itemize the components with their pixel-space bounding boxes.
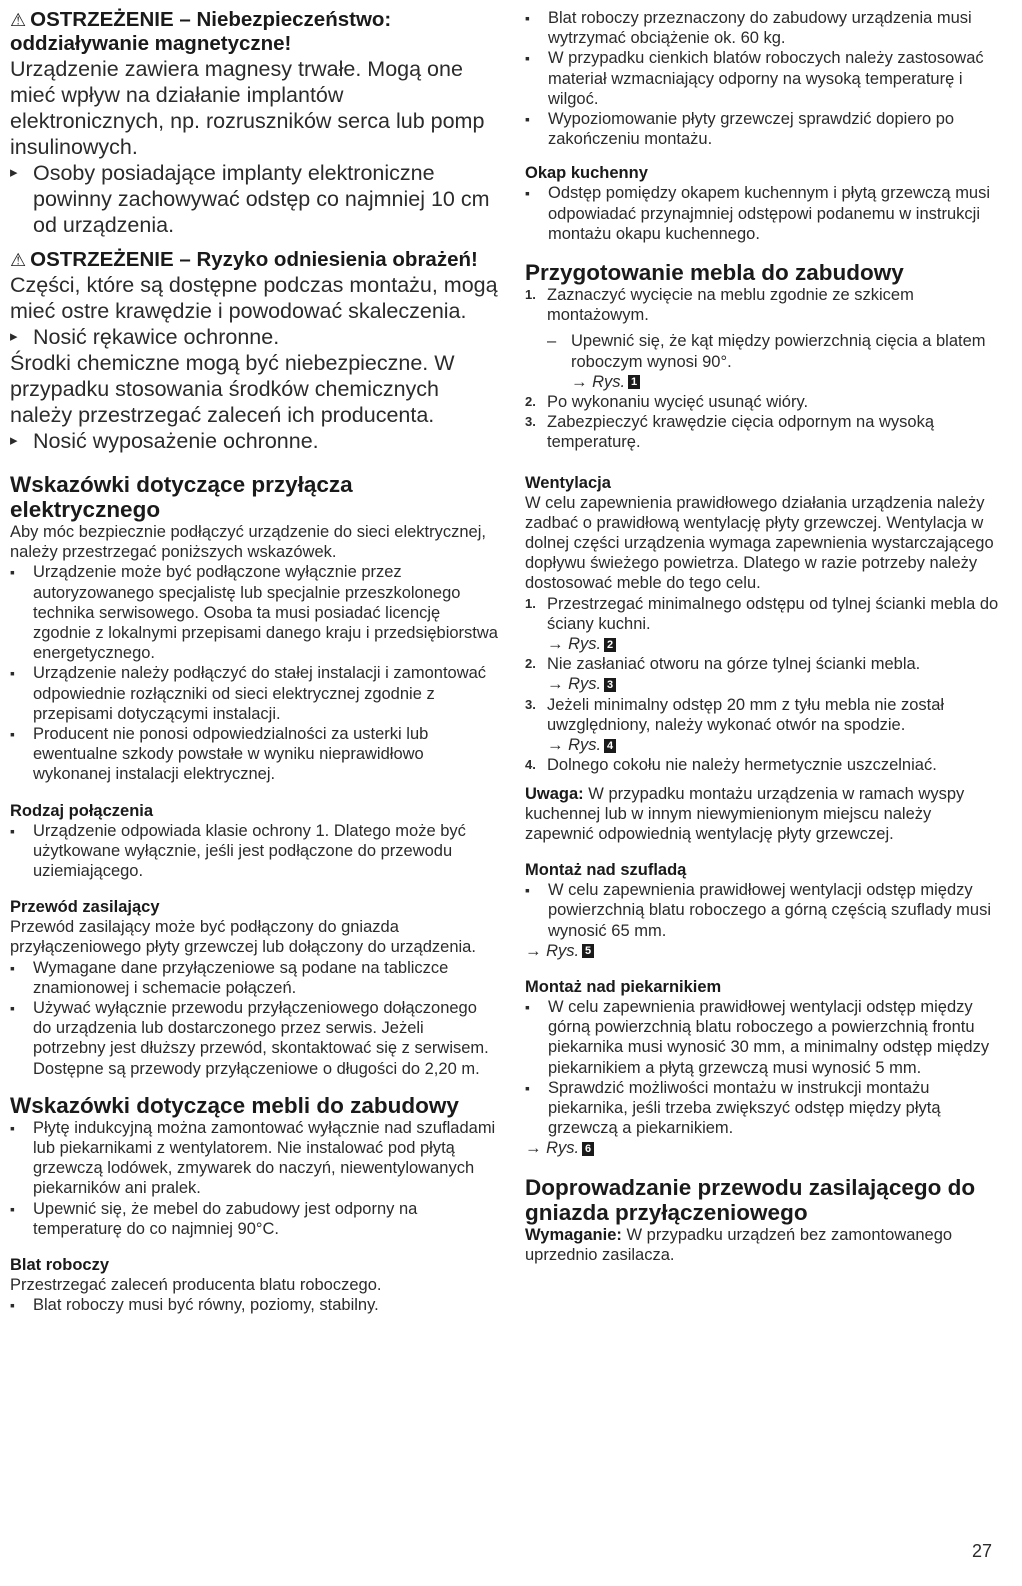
warning-injury-action-equipment: ▸ Nosić wyposażenie ochronne. xyxy=(10,428,498,454)
figure-number-badge: 5 xyxy=(582,944,594,958)
figure-reference: → Rys. 4 xyxy=(525,735,1003,755)
heading-over-drawer: Montaż nad szufladą xyxy=(525,861,687,880)
heading-power-cable: Przewód zasilający xyxy=(10,898,160,917)
warning-magnetic-text: Urządzenie zawiera magnesy trwałe. Mogą one mieć wpływ na działanie implantów elektronicznych, np. rozruszników serca lub pomp insulinowych. xyxy=(10,57,485,159)
figure-reference: → Rys. 2 xyxy=(525,634,1003,654)
vent-step-3: 3. Jeżeli minimalny odstęp 20 mm z tyłu mebla nie został uwzględniony, należy wykonać otwór na spodzie. xyxy=(525,695,945,734)
heading-ventilation: Wentylacja xyxy=(525,473,611,492)
warning-magnetic-action: ▸ Osoby posiadające implanty elektroniczne powinny zachowywać odstęp co najmniej 10 cm od urządzenia. xyxy=(10,160,498,238)
heading-furniture: Wskazówki dotyczące mebli do zabudowy xyxy=(10,1092,459,1118)
list-item: ▪ Płytę indukcyjną można zamontować wyłącznie nad szufladami lub piekarnikami z wentylatorem. Nie instalować pod płytą grzewczą lodówek, zmywarek do naczyń, niewentylowanych piekarników ani pralek. xyxy=(10,1118,498,1199)
right-column xyxy=(525,8,1003,1265)
vent-step-4: 4. Dolnego cokołu nie należy hermetycznie uszczelniać. xyxy=(525,756,937,775)
worktop-intro: Przestrzegać zaleceń producenta blatu roboczego. xyxy=(10,1276,382,1295)
list-item: ▪ W celu zapewnienia prawidłowej wentylacji odstęp między powierzchnią blatu roboczego a górną częścią szuflady musi wynosić 65 mm. xyxy=(525,880,1003,941)
list-item: ▪ Używać wyłącznie przewodu przyłączeniowego dołączonego do urządzenia lub dostarczonego przez serwis. Jeżeli potrzebny jest dłuższy przewód, skontaktować się z serwisem. Dostępne są przewody przyłączeniowe o długości do 2,20 m. xyxy=(10,998,498,1079)
figure-reference: → Rys. 1 xyxy=(525,372,1003,392)
list-item: ▪ W celu zapewnienia prawidłowej wentylacji odstęp między górną powierzchnią blatu roboczego a powierzchnią frontu piekarnika musi wynosić 30 mm, a minimalny odstęp między piekarnikiem a płytą grzewczą musi wynosić 5 mm. xyxy=(525,997,1003,1078)
note: Uwaga: W przypadku montażu urządzenia w ramach wyspy kuchennej lub w innym niewymienionym miejscu należy zapewnić odpowiednią wentylację płyty grzewczej. xyxy=(525,784,965,843)
heading-connection-type: Rodzaj połączenia xyxy=(10,801,154,820)
list-item: ▪ Odstęp pomiędzy okapem kuchennym i płytą grzewczą musi odpowiadać przynajmniej odstępowi podanemu w instrukcji montażu okapu kuchennego. xyxy=(525,183,1003,244)
figure-reference: → Rys. 6 xyxy=(525,1138,1003,1158)
ventilation-intro: W celu zapewnienia prawidłowego działania urządzenia należy zadbać o prawidłową wentylację płyty grzewczej. Wentylacja w dolnej części urządzenia wymaga zapewnienia wystarczającego dopływu świeżego powietrza. Dlatego w razie potrzeby należy dostosować meble do tego celu. xyxy=(525,493,994,593)
figure-number-badge: 3 xyxy=(604,678,616,692)
step-2: 2. Po wykonaniu wycięć usunąć wióry. xyxy=(525,393,809,412)
list-item: ▪ Urządzenie należy podłączyć do stałej instalacji i zamontować odpowiednie rozłączniki od sieci elektrycznej zgodnie z przepisami dotyczącymi instalacji. xyxy=(10,663,498,724)
figure-number-badge: 1 xyxy=(628,375,640,389)
heading-worktop: Blat roboczy xyxy=(10,1256,110,1275)
list-item: ▪ Wymagane dane przyłączeniowe są podane na tabliczce znamionowej i schemacie połączeń. xyxy=(10,958,498,998)
power-cable-intro: Przewód zasilający może być podłączony do gniazda przyłączeniowego płyty grzewczej lub dołączony do urządzenia. xyxy=(10,918,476,957)
heading-prepare-furniture: Przygotowanie mebla do zabudowy xyxy=(525,260,904,286)
warning-injury-text: Części, które są dostępne podczas montażu, mogą mieć ostre krawędzie i powodować skaleczenia. xyxy=(10,273,498,323)
vent-step-2: 2. Nie zasłaniać otworu na górze tylnej ścianki mebla. xyxy=(525,655,921,674)
step-3: 3. Zabezpieczyć krawędzie cięcia odpornym na wysoką temperaturę. xyxy=(525,413,935,452)
electrical-intro: Aby móc bezpiecznie podłączyć urządzenie do sieci elektrycznej, należy przestrzegać poniższych wskazówek. xyxy=(10,523,486,562)
list-item: ▪ Urządzenie może być podłączone wyłącznie przez autoryzowanego specjalistę lub specjalnie przeszkolonego technika serwisowego. Osoba ta musi posiadać licencję zgodnie z lokalnymi przepisami danego kraju i przedsiębiorstwa energetycznego. xyxy=(10,562,498,663)
heading-electrical: Wskazówki dotyczące przyłącza elektrycznego xyxy=(10,472,353,522)
heading-over-oven: Montaż nad piekarnikiem xyxy=(525,977,722,996)
list-item: ▪ Upewnić się, że mebel do zabudowy jest odporny na temperaturę do co najmniej 90°C. xyxy=(10,1199,498,1239)
warning-triangle-icon: ⚠ xyxy=(10,250,27,270)
figure-number-badge: 4 xyxy=(604,739,616,753)
warning-magnetic-title: ⚠ OSTRZEŻENIE – Niebezpieczeństwo: oddziaływanie magnetyczne! xyxy=(10,8,392,55)
figure-reference: → Rys. 5 xyxy=(525,941,1003,961)
step-1-substep: – Upewnić się, że kąt między powierzchnią cięcia a blatem roboczym wynosi 90°. xyxy=(525,331,1003,371)
figure-number-badge: 2 xyxy=(604,638,616,652)
left-column xyxy=(10,8,498,1316)
page-number: 27 xyxy=(971,1541,992,1561)
warning-chemicals-text: Środki chemiczne mogą być niebezpieczne. W przypadku stosowania środków chemicznych należy przestrzegać zaleceń ich producenta. xyxy=(10,351,455,427)
figure-reference: → Rys. 3 xyxy=(525,674,1003,694)
list-item: ▪ Blat roboczy przeznaczony do zabudowy urządzenia musi wytrzymać obciążenie ok. 60 kg. xyxy=(525,8,1003,48)
list-item: ▪ W przypadku cienkich blatów roboczych należy zastosować materiał wzmacniający odporny na wysoką temperaturę i wilgoć. xyxy=(525,48,1003,109)
list-item: ▪ Wypoziomowanie płyty grzewczej sprawdzić dopiero po zakończeniu montażu. xyxy=(525,109,1003,149)
list-item: ▪ Producent nie ponosi odpowiedzialności za usterki lub ewentualne szkody powstałe w wyniku nieprawidłowo wykonanej instalacji elektrycznej. xyxy=(10,724,498,785)
heading-power-cable-to-socket: Doprowadzanie przewodu zasilającego do gniazda przyłączeniowego xyxy=(525,1174,976,1225)
warning-injury-title: ⚠ OSTRZEŻENIE – Ryzyko odniesienia obrażeń! xyxy=(10,248,478,271)
list-item: ▪ Urządzenie odpowiada klasie ochrony 1. Dlatego może być użytkowane wyłącznie, jeśli jest podłączone do przewodu uziemiającego. xyxy=(10,821,498,882)
list-item: ▪ Sprawdzić możliwości montażu w instrukcji montażu piekarnika, jeśli trzeba zwiększyć odstęp między płytą grzewczą a piekarnikiem. xyxy=(525,1078,1003,1139)
warning-injury-action-gloves: ▸ Nosić rękawice ochronne. xyxy=(10,324,498,350)
vent-step-1: 1. Przestrzegać minimalnego odstępu od tylnej ścianki mebla do ściany kuchni. xyxy=(525,594,999,633)
warning-triangle-icon: ⚠ xyxy=(10,10,27,30)
requirement: Wymaganie: W przypadku urządzeń bez zamontowanego uprzednio zasilacza. xyxy=(525,1225,953,1264)
step-1: 1. Zaznaczyć wycięcie na meblu zgodnie ze szkicem montażowym. xyxy=(525,286,914,325)
figure-number-badge: 6 xyxy=(582,1142,594,1156)
heading-hood: Okap kuchenny xyxy=(525,164,648,183)
list-item: ▪ Blat roboczy musi być równy, poziomy, stabilny. xyxy=(10,1295,498,1315)
